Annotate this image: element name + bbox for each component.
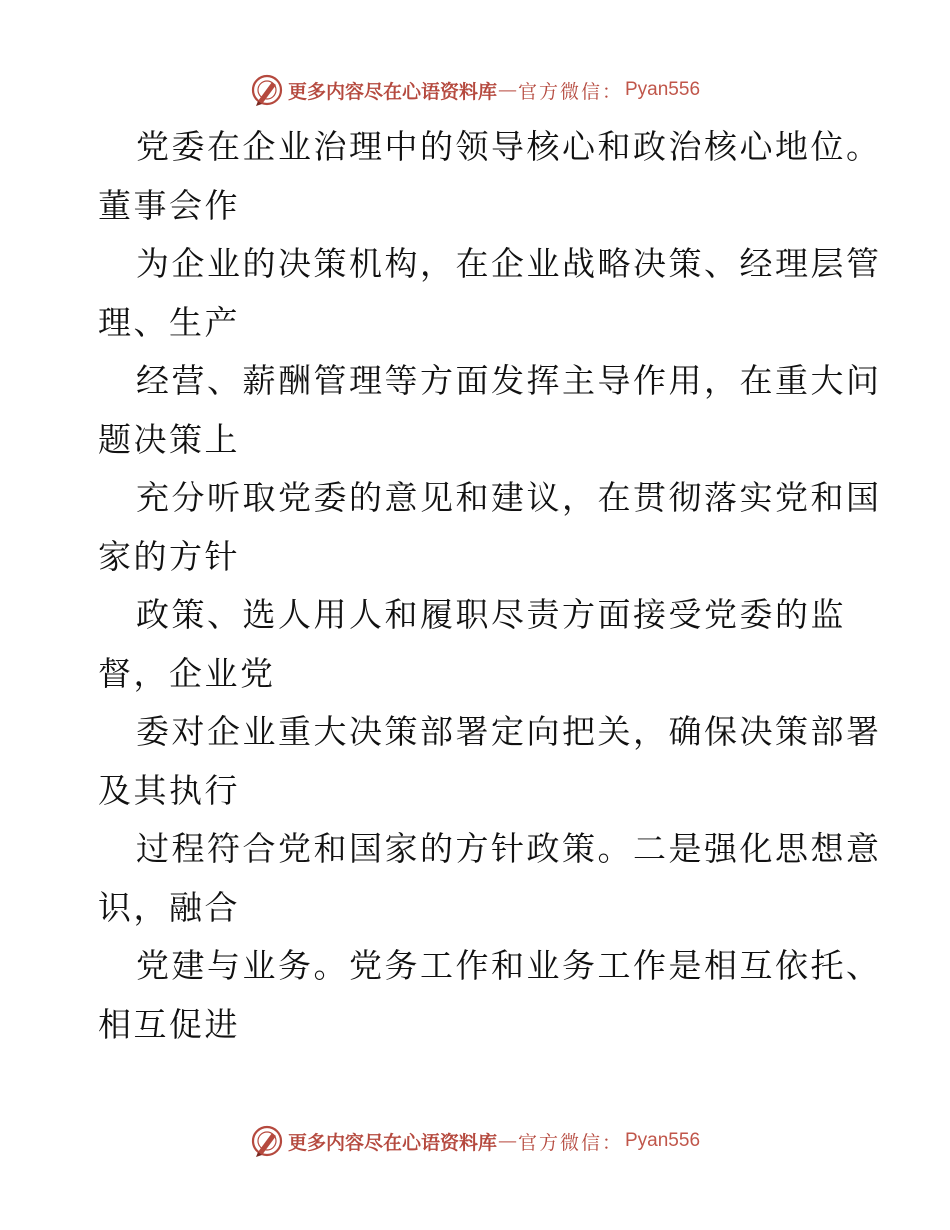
- wechat-id: Pyan556: [625, 1130, 701, 1151]
- text-line: 督，企业党: [98, 653, 276, 693]
- pen-logo-icon: [250, 73, 284, 107]
- text-line: 及其执行: [98, 770, 240, 810]
- text-line: 委对企业重大决策部署定向把关，确保决策部署: [136, 712, 882, 751]
- wechat-label: 官方微信：: [517, 80, 623, 103]
- text-line: 充分听取党委的意见和建议，在贯彻落实党和国: [136, 478, 882, 517]
- text-line: 理、生产: [98, 302, 240, 342]
- text-line: 相互促进: [98, 1004, 240, 1044]
- text-line: 党建与业务。党务工作和业务工作是相互依托、: [136, 946, 882, 985]
- text-line: 政策、选人用人和履职尽责方面接受党委的监: [136, 595, 846, 634]
- text-line: 家的方针: [98, 536, 240, 576]
- text-line: 经营、薪酬管理等方面发挥主导作用，在重大问: [136, 361, 882, 400]
- wechat-label: 官方微信：: [517, 1131, 623, 1154]
- text-line: 题决策上: [98, 419, 240, 459]
- banner-dash: —: [497, 1130, 517, 1152]
- header-banner: [0, 70, 950, 110]
- pen-logo-icon: [250, 1124, 284, 1158]
- site-name: 更多内容尽在心语资料库: [287, 80, 497, 103]
- text-line: 为企业的决策机构，在企业战略决策、经理层管: [136, 244, 882, 283]
- text-line: 党委在企业治理中的领导核心和政治核心地位。: [136, 127, 882, 166]
- banner-dash: —: [497, 79, 517, 101]
- wechat-id: Pyan556: [625, 79, 701, 100]
- text-line: 过程符合党和国家的方针政策。二是强化思想意: [136, 829, 882, 868]
- footer-banner: [0, 1121, 950, 1161]
- text-line: 董事会作: [98, 185, 240, 225]
- site-name: 更多内容尽在心语资料库: [287, 1131, 497, 1154]
- text-line: 识，融合: [98, 887, 240, 927]
- document-body: [98, 118, 882, 1054]
